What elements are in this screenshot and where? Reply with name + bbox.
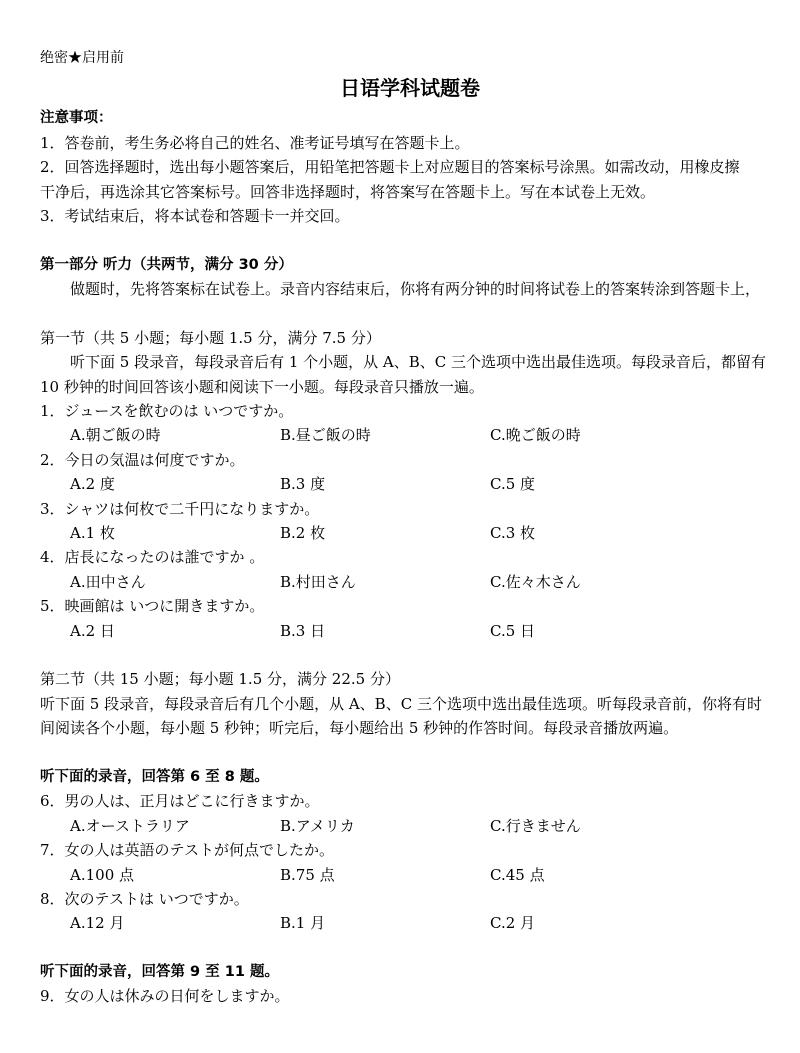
notes-heading: 注意事项： [40, 110, 113, 127]
section1-heading: 第一节（共 5 小题；每小题 1.5 分，满分 7.5 分） [40, 328, 381, 347]
option-a: A.オーストラリア [70, 816, 190, 835]
options-1 [40, 423, 780, 447]
options-7 [40, 863, 780, 887]
option-c: C.佐々木さん [490, 572, 581, 591]
option-a: A.朝ご飯の時 [70, 426, 161, 445]
question-8: 8．次のテストは いつですか。 [40, 889, 249, 908]
note-item: 干净后，再选涂其它答案标号。回答非选择题时，将答案写在答题卡上。写在本试卷上无效。 [40, 182, 656, 201]
option-a: A.2 日 [70, 621, 115, 640]
question-5: 5．映画館は いつに開きますか。 [40, 597, 265, 616]
options-6 [40, 814, 780, 838]
note-item: 1．答卷前，考生务必将自己的姓名、准考证号填写在答题卡上。 [40, 133, 470, 152]
question-1: 1．ジュースを飲むのは いつですか。 [40, 402, 294, 421]
option-b: B.2 枚 [280, 524, 326, 543]
option-a: A.100 点 [70, 865, 134, 884]
part1-heading: 第一部分 听力（共两节，满分 30 分） [40, 256, 293, 273]
question-6: 6．男の人は、正月はどこに行きますか。 [40, 792, 320, 811]
section1-instruction: 听下面 5 段录音，每段录音后有 1 个小题，从 A、B、C 三个选项中选出最佳选项。每段录音后，都留有 [70, 353, 767, 372]
group2-heading: 听下面的录音，回答第 9 至 11 题。 [40, 964, 279, 981]
option-b: B.昼ご飯の時 [280, 426, 371, 445]
options-2 [40, 472, 780, 496]
question-7: 7．女の人は英語のテストが何点でしたか。 [40, 841, 334, 860]
option-b: B.1 月 [280, 914, 326, 933]
part1-instruction: 做题时，先将答案标在试卷上。录音内容结束后，你将有两分钟的时间将试卷上的答案转涂到答题卡上， [70, 280, 761, 299]
option-b: B.アメリカ [280, 816, 355, 835]
note-item: 3．考试结束后，将本试卷和答题卡一并交回。 [40, 206, 350, 225]
section1-instruction: 10 秒钟的时间回答该小题和阅读下一小题。每段录音只播放一遍。 [40, 377, 484, 396]
question-4: 4．店長になったのは誰ですか 。 [40, 548, 265, 567]
options-3 [40, 521, 780, 545]
option-c: C.45 点 [490, 865, 545, 884]
option-c: C.5 日 [490, 621, 536, 640]
option-b: B.村田さん [280, 572, 356, 591]
option-a: A.1 枚 [70, 524, 115, 543]
option-b: B.3 度 [280, 475, 326, 494]
group1-heading: 听下面的录音，回答第 6 至 8 题。 [40, 768, 269, 785]
option-a: A.12 月 [70, 914, 125, 933]
options-4 [40, 570, 780, 594]
option-b: B.3 日 [280, 621, 326, 640]
page-title: 日语学科试题卷 [340, 76, 480, 101]
question-3: 3．シャツは何枚で二千円になりますか。 [40, 499, 320, 518]
option-a: A.2 度 [70, 475, 115, 494]
section2-heading: 第二节（共 15 小题；每小题 1.5 分，满分 22.5 分） [40, 670, 400, 689]
option-c: C.行きません [490, 816, 581, 835]
exam-page [40, 46, 780, 1009]
option-c: C.2 月 [490, 914, 536, 933]
confidential-tag: 绝密★启用前 [40, 50, 124, 66]
options-5 [40, 619, 780, 643]
section2-instruction: 听下面 5 段录音，每段录音后有几个小题，从 A、B、C 三个选项中选出最佳选项。听每段录音前，你将有时 [40, 694, 762, 713]
option-c: C.3 枚 [490, 524, 536, 543]
question-9: 9．女の人は休みの日何をしますか。 [40, 987, 290, 1006]
question-2: 2．今日の気温は何度ですか。 [40, 450, 245, 469]
note-item: 2．回答选择题时，选出每小题答案后，用铅笔把答题卡上对应题目的答案标号涂黑。如需改动，用橡皮擦 [40, 158, 740, 177]
option-b: B.75 点 [280, 865, 335, 884]
option-c: C.晩ご飯の時 [490, 426, 581, 445]
options-8 [40, 911, 780, 935]
section2-instruction: 间阅读各个小题，每小题 5 秒钟；听完后，每小题给出 5 秒钟的作答时间。每段录音播放两遍。 [40, 719, 679, 738]
option-c: C.5 度 [490, 475, 536, 494]
option-a: A.田中さん [70, 572, 146, 591]
